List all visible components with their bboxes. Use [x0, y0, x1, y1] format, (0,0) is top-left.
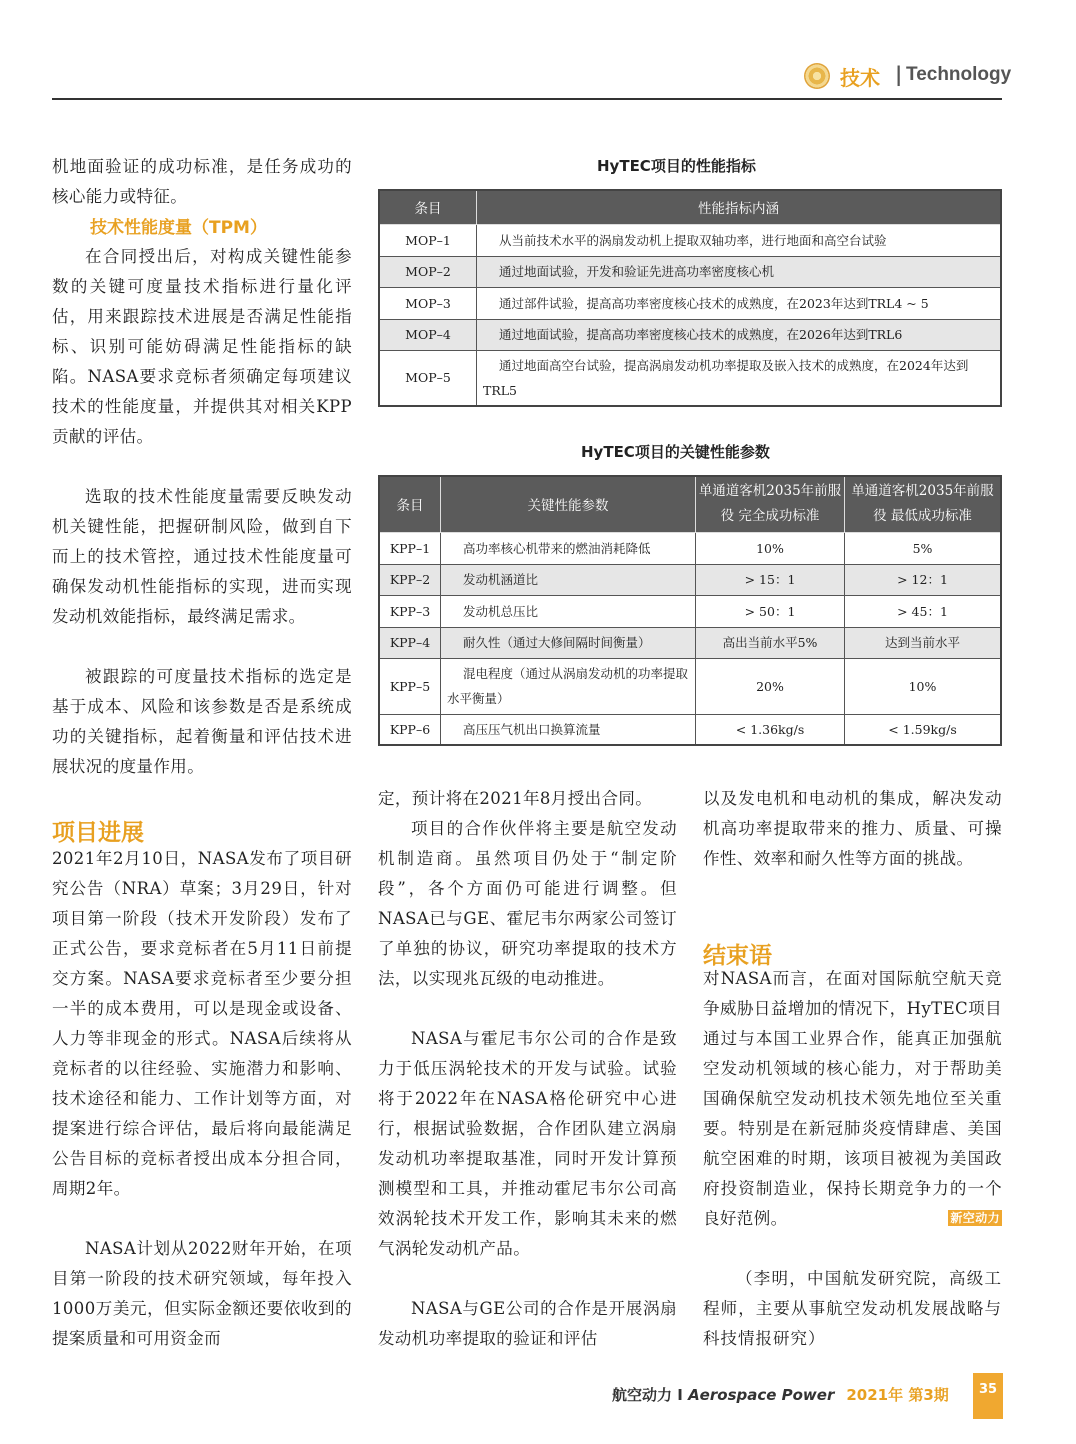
- table1-header-meaning: 性能指标内涵: [477, 190, 1002, 224]
- table2-cell-id: KPP–6: [379, 714, 441, 745]
- table2-title: HyTEC项目的关键性能参数: [581, 443, 770, 461]
- author-note: （李明，中国航发研究院，高级工程师，主要从事航空发动机发展战略与科技情报研究）: [703, 1269, 1002, 1348]
- table2-cell-full: 20%: [696, 658, 845, 714]
- paragraph-conclusion: [703, 964, 1002, 1234]
- table1-cell-id: MOP–4: [379, 319, 477, 350]
- header-rule: [52, 98, 1002, 100]
- table1-title: HyTEC项目的性能指标: [597, 157, 756, 175]
- magazine-name-en: Aerospace Power: [688, 1386, 835, 1404]
- key-performance-parameters-table: [378, 475, 1002, 746]
- magazine-name-cn: 航空动力: [612, 1386, 673, 1404]
- table2-cell-id: KPP–1: [379, 532, 441, 564]
- table2-cell-param: 发动机总压比: [441, 595, 696, 627]
- table1-cell-desc: 通过地面试验，提高高功率密度核心技术的成熟度，在2026年达到TRL6: [477, 319, 1002, 350]
- heading-tpm: 技术性能度量（TPM）: [90, 218, 267, 238]
- table-row: [379, 714, 1001, 745]
- table2-header-param: 关键性能参数: [441, 476, 696, 532]
- paragraph-tpm-2: 选取的技术性能度量需要反映发动机关键性能，把握研制风险，做到自下而上的技术管控，通过技术性能度量可确保发动机性能指标的实现，进而实现发动机效能指标，最终满足需求。: [52, 487, 352, 626]
- table1-cell-desc: 通过部件试验，提高高功率密度核心技术的成熟度，在2023年达到TRL4 ~ 5: [477, 287, 1002, 319]
- table2-cell-param: 耐久性（通过大修间隔时间衡量）: [441, 627, 696, 658]
- magazine-logo-icon: [804, 63, 830, 89]
- table2-cell-min: 5%: [845, 532, 1002, 564]
- table-row: [379, 564, 1001, 595]
- issue-label: 2021年 第3期: [846, 1386, 949, 1404]
- heading-progress: 项目进展: [52, 820, 144, 846]
- table-row: [379, 532, 1001, 564]
- paragraph-mid-3: NASA与霍尼韦尔公司的合作是致力于低压涡轮技术的开发与试验。试验将于2022年在NASA格伦研究中心进行，根据试验数据，合作团队建立涡扇发动机功率提取基准，同时开发计算预测模型和工具，并推动霍尼韦尔公司高效涡轮技术开发工作，影响其未来的燃气涡轮发动机产品。: [378, 1029, 677, 1258]
- table1-cell-id: MOP–2: [379, 256, 477, 287]
- performance-metrics-table: [378, 189, 1002, 407]
- conclusion-text: 对NASA而言，在面对国际航空航天竞争威胁日益增加的情况下，HyTEC项目通过与本国工业界合作，能真正加强航空发动机领域的核心能力，对于帮助美国确保航空发动机技术领先地位至关重要。特别是在新冠肺炎疫情肆虐、美国航空困难的时期，该项目被视为美国政府投资制造业，保持长期竞争力的一个良好范例。: [703, 969, 1002, 1228]
- table-row: [379, 256, 1001, 287]
- table-row: [379, 287, 1001, 319]
- table2-cell-param: 混电程度（通过从涡扇发动机的功率提取水平衡量）: [441, 658, 696, 714]
- table2-cell-full: 10%: [696, 532, 845, 564]
- table1-header-item: 条目: [379, 190, 477, 224]
- table-row: [379, 319, 1001, 350]
- paragraph-right-1: 以及发电机和电动机的集成，解决发动机高功率提取带来的推力、质量、可操作性、效率和耐久性等方面的挑战。: [703, 789, 1002, 868]
- table2-header-item: 条目: [379, 476, 441, 532]
- footer-masthead: [612, 1384, 949, 1405]
- table1-cell-id: MOP–1: [379, 224, 477, 256]
- end-mark-badge: 新空动力: [950, 1211, 1000, 1225]
- table2-cell-param: 高功率核心机带来的燃油消耗降低: [441, 532, 696, 564]
- table-row: [379, 658, 1001, 714]
- table1-cell-id: MOP–5: [379, 350, 477, 406]
- table1-cell-desc: 通过地面试验，开发和验证先进高功率密度核心机: [477, 256, 1002, 287]
- paragraph-progress-2: NASA计划从2022财年开始，在项目第一阶段的技术研究领域，每年投入1000万美元，但实际金额还要依收到的提案质量和可用资金而: [52, 1239, 352, 1348]
- paragraph-mid-4: NASA与GE公司的合作是开展涡扇发动机功率提取的验证和评估: [378, 1299, 677, 1348]
- table2-cell-full: > 50：1: [696, 595, 845, 627]
- page-number: 35: [973, 1373, 1003, 1419]
- table2-cell-min: < 1.59kg/s: [845, 714, 1002, 745]
- table2-cell-param: 发动机涵道比: [441, 564, 696, 595]
- section-label-cn: 技术: [840, 66, 880, 90]
- table-row: [379, 350, 1001, 406]
- heading-conclusion: 结束语: [703, 943, 772, 969]
- table-row: [379, 224, 1001, 256]
- table2-cell-id: KPP–3: [379, 595, 441, 627]
- table2-cell-id: KPP–2: [379, 564, 441, 595]
- table2-cell-min: 10%: [845, 658, 1002, 714]
- table2-cell-min: 达到当前水平: [845, 627, 1002, 658]
- table2-cell-min: > 12：1: [845, 564, 1002, 595]
- table2-header-full-success: 单通道客机2035年前服役 完全成功标准: [696, 476, 845, 532]
- table-row: [379, 595, 1001, 627]
- paragraph-continued: 机地面验证的成功标准，是任务成功的核心能力或特征。: [52, 157, 352, 206]
- footer-separator: I: [677, 1386, 683, 1404]
- table2-cell-param: 高压压气机出口换算流量: [441, 714, 696, 745]
- table2-cell-id: KPP–5: [379, 658, 441, 714]
- table2-cell-id: KPP–4: [379, 627, 441, 658]
- paragraph-progress-1: 2021年2月10日，NASA发布了项目研究公告（NRA）草案；3月29日，针对项目第一阶段（技术开发阶段）发布了正式公告，要求竞标者在5月11日前提交方案。NASA要求竞标者至少要分担一半的成本费用，可以是现金或设备、人力等非现金的形式。NASA后续将从竞标者的以往经验、实施潜力和影响、技术途径和能力、工作计划等方面，对提案进行综合评估，最后将向最能满足公告目标的竞标者授出成本分担合同，周期2年。: [52, 849, 352, 1198]
- paragraph-tpm-3: 被跟踪的可度量技术指标的选定是基于成本、风险和该参数是否是系统成功的关键指标，起着衡量和评估技术进展状况的度量作用。: [52, 667, 352, 776]
- paragraph-tpm-1: 在合同授出后，对构成关键性能参数的关键可度量技术指标进行量化评估，用来跟踪技术进展是否满足性能指标、识别可能妨碍满足性能指标的缺陷。NASA要求竞标者须确定每项建议技术的性能度量，并提供其对相关KPP贡献的评估。: [52, 247, 352, 446]
- paragraph-mid-2: 项目的合作伙伴将主要是航空发动机制造商。虽然项目仍处于“制定阶段”，各个方面仍可能进行调整。但NASA已与GE、霍尼韦尔两家公司签订了单独的协议，研究功率提取的技术方法，以实现兆瓦级的电动推进。: [378, 819, 677, 988]
- table1-cell-desc: 从当前技术水平的涡扇发动机上提取双轴功率，进行地面和高空台试验: [477, 224, 1002, 256]
- table1-cell-id: MOP–3: [379, 287, 477, 319]
- table-row: [379, 627, 1001, 658]
- table2-cell-full: > 15：1: [696, 564, 845, 595]
- table2-header-min-success: 单通道客机2035年前服役 最低成功标准: [845, 476, 1002, 532]
- table2-cell-full: 高出当前水平5%: [696, 627, 845, 658]
- table1-cell-desc: 通过地面高空台试验，提高涡扇发动机功率提取及嵌入技术的成熟度，在2024年达到TRL5: [477, 350, 1002, 406]
- table2-cell-full: < 1.36kg/s: [696, 714, 845, 745]
- section-label-en: Technology: [906, 64, 1012, 85]
- header-separator: |: [895, 62, 903, 86]
- paragraph-mid-1: 定，预计将在2021年8月授出合同。: [378, 789, 653, 808]
- table2-cell-min: > 45：1: [845, 595, 1002, 627]
